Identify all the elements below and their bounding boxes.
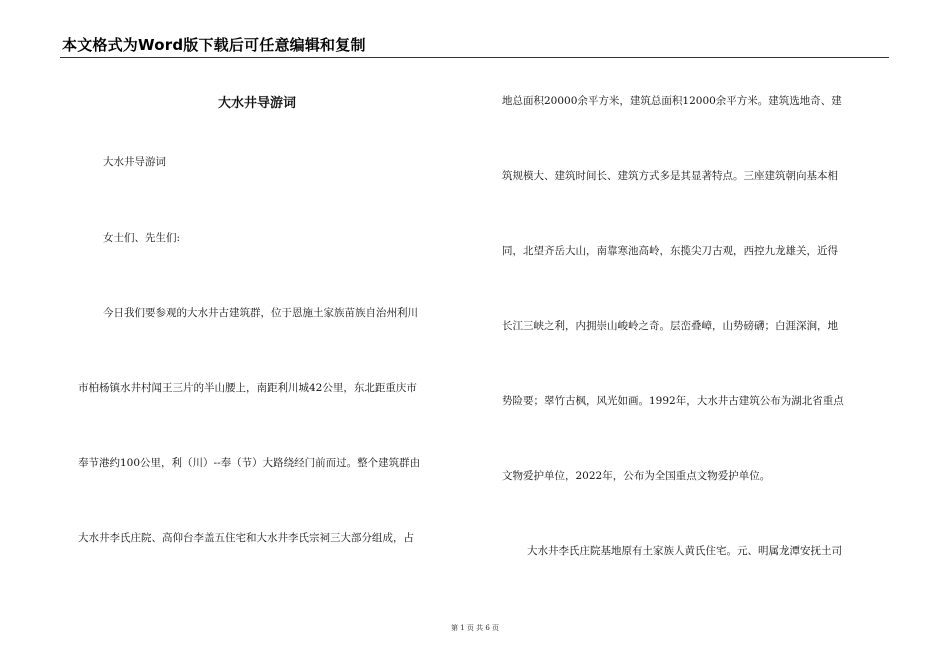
left-line-paragraph: 今日我们要参观的大水井古建筑群，位于恩施土家族苗族自治州利川 <box>103 307 418 319</box>
right-line-paragraph: 大水井李氏庄院基地原有土家族人黄氏住宅。元、明属龙潭安抚土司 <box>527 545 842 557</box>
left-line-subtitle: 大水井导游词 <box>103 156 166 168</box>
right-line-paragraph: 地总面积20000余平方米，建筑总面积12000余平方米。建筑选地奇、建 <box>502 95 842 107</box>
left-line-paragraph: 大水井李氏庄院、高仰台李盖五住宅和大水井李氏宗祠三大部分组成，占 <box>78 532 414 544</box>
download-banner: 本文格式为Word版下载后可任意编辑和复制 <box>62 36 366 54</box>
document-title: 大水井导游词 <box>218 96 297 111</box>
right-line-paragraph: 势险要；翠竹古枫，风光如画。1992年，大水井古建筑公布为湖北省重点 <box>502 395 844 407</box>
page-number: 第 1 页 共 6 页 <box>450 624 500 632</box>
left-line-paragraph: 奉节港约100公里，利（川）--奉（节）大路绕经门前而过。整个建筑群由 <box>78 457 421 469</box>
right-line-paragraph: 文物爱护单位，2022年，公布为全国重点文物爱护单位。 <box>502 470 771 482</box>
banner-divider <box>60 57 889 58</box>
left-line-greeting: 女士们、先生们: <box>103 232 181 244</box>
right-line-paragraph: 长江三峡之利，内拥崇山峻岭之奇。层峦叠嶂，山势磅礴；白涯深涧，地 <box>502 320 838 332</box>
right-line-paragraph: 同，北望齐岳大山，南靠寒池高岭，东揽尖刀古观，西控九龙雄关，近得 <box>502 245 838 257</box>
left-line-paragraph: 市柏杨镇水井村闻王三片的半山腰上，南距利川城42公里，东北距重庆市 <box>78 382 417 394</box>
right-line-paragraph: 筑规模大、建筑时间长、建筑方式多是其显著特点。三座建筑朝向基本相 <box>502 170 838 182</box>
